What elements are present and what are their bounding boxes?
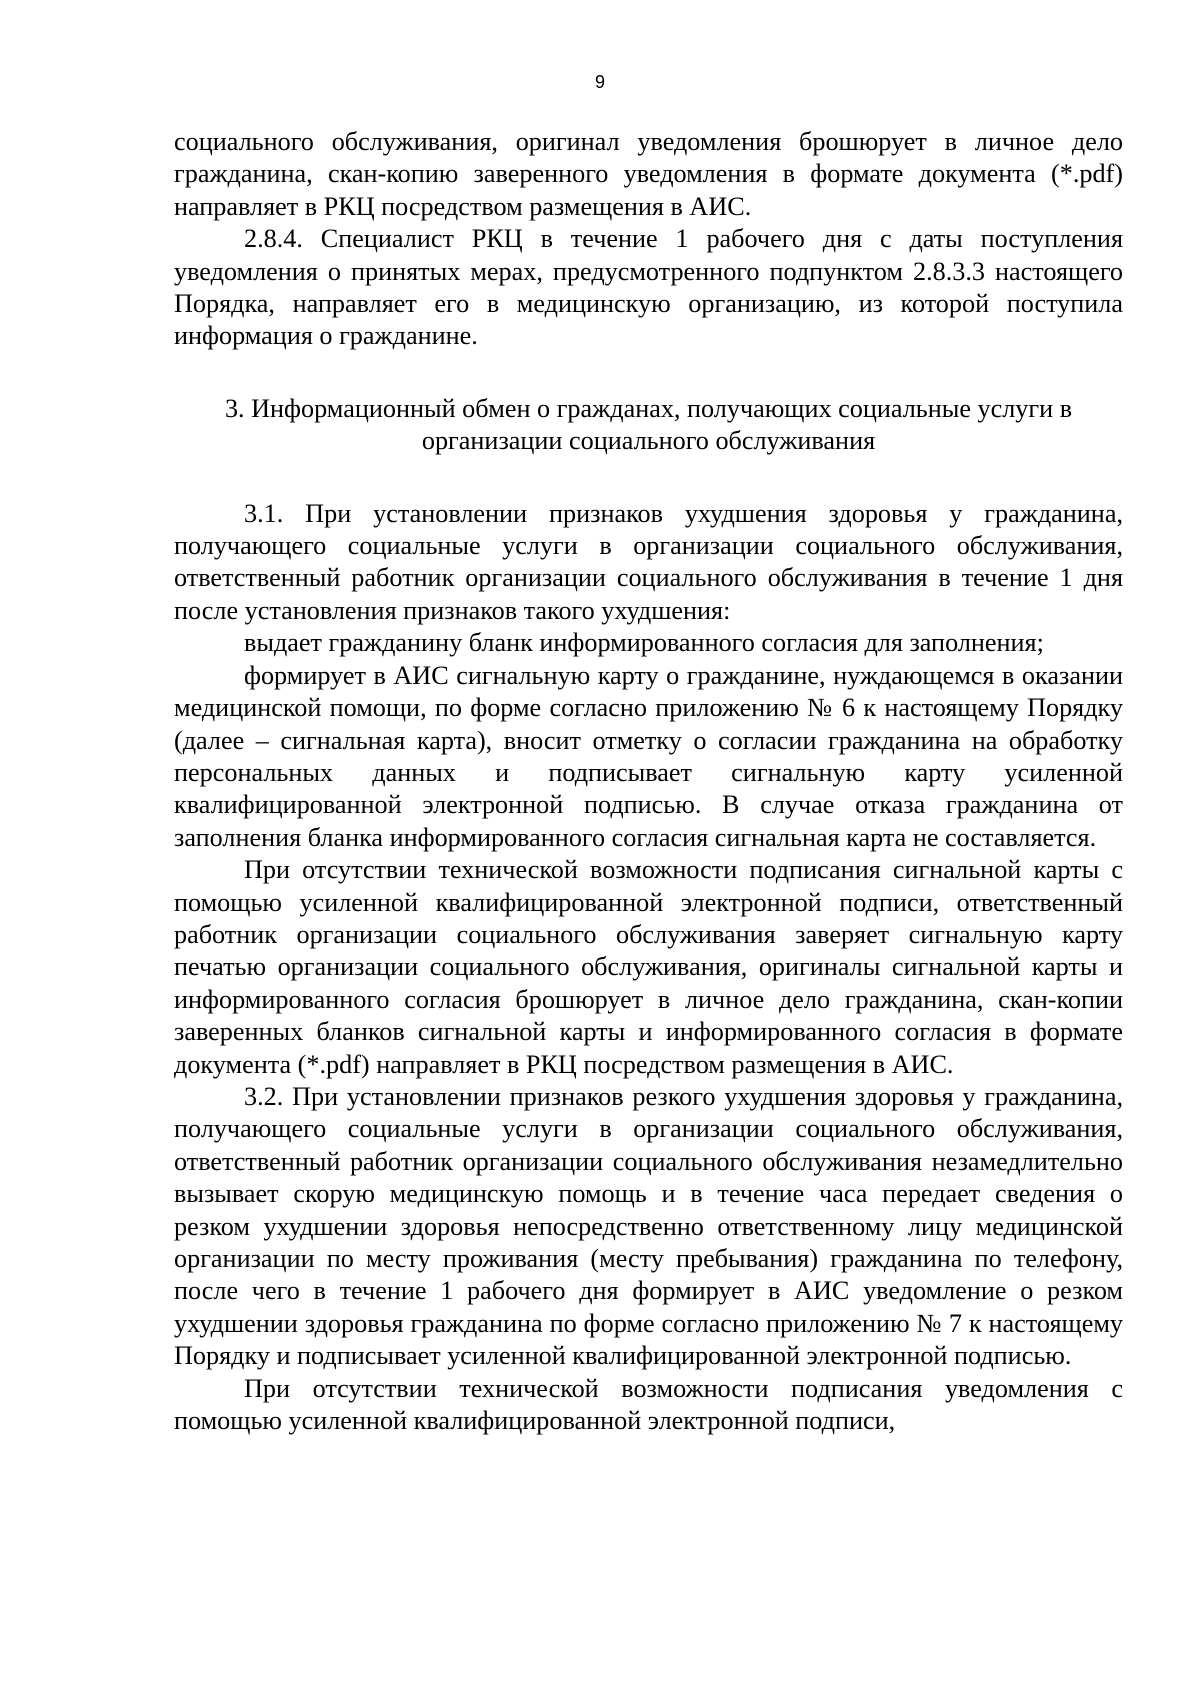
paragraph-continuation: социального обслуживания, оригинал уведомления брошюрует в личное дело гражданина, скан-копию заверенного уведомления в формате документа (*.pdf) направляет в РКЦ посредством размещения в АИС. bbox=[174, 127, 1123, 221]
paragraph-signal-card: формирует в АИС сигнальную карту о гражданине, нуждающемся в оказании медицинской помощи, по форме согласно приложению № 6 к настоящему Порядку (далее – сигнальная карта), вносит отметку о согласии гражданина на обработку персональных данных и подписывает сигнальную карту усиленной квалифицированной электронной подписью. В случае отказа гражданина от заполнения бланка информированного согласия сигнальная карта не составляется. bbox=[174, 660, 1123, 852]
paragraph-2-8-4: 2.8.4. Специалист РКЦ в течение 1 рабочего дня с даты поступления уведомления о принятых мерах, предусмотренного подпунктом 2.8.3.3 настоящего Порядка, направляет его в медицинскую организацию, из которой поступила информация о гражданине. bbox=[174, 224, 1123, 351]
paragraph-issue-consent-form: выдает гражданину бланк информированного согласия для заполнения; bbox=[244, 628, 1044, 658]
section-heading-line-2: организации социального обслуживания bbox=[421, 426, 876, 456]
document-body bbox=[174, 126, 1123, 1437]
paragraph-no-technical-possibility: При отсутствии технической возможности подписания сигнальной карты с помощью усиленной квалифицированной электронной подписи, ответственный работник организации социального обслуживания заверяет сигнальную карту печатью организации социального обслуживания, оригиналы сигнальной карты и информированного согласия брошюрует в личное дело гражданина, скан-копии заверенных бланков сигнальной карты и информированного согласия в формате документа (*.pdf) направляет в РКЦ посредством размещения в АИС. bbox=[174, 855, 1123, 1079]
paragraph-3-1: 3.1. При установлении признаков ухудшения здоровья у гражданина, получающего социальные услуги в организации социального обслуживания, ответственный работник организации социального обслуживания в течение 1 дня после установления признаков такого ухудшения: bbox=[174, 498, 1123, 625]
page-number: 9 bbox=[594, 72, 605, 92]
paragraph-3-2: 3.2. При установлении признаков резкого ухудшения здоровья у гражданина, получающего социальные услуги в организации социального обслуживания, ответственный работник организации социального обслуживания незамедлительно вызывает скорую медицинскую помощь и в течение часа передает сведения о резком ухудшении здоровья непосредственно ответственному лицу медицинской организации по месту проживания (месту пребывания) гражданина по телефону, после чего в течение 1 рабочего дня формирует в АИС уведомление о резком ухудшении здоровья гражданина по форме согласно приложению № 7 к настоящему Порядку и подписывает усиленной квалифицированной электронной подписью. bbox=[174, 1081, 1123, 1371]
paragraph-notice-signing: При отсутствии технической возможности подписания уведомления с помощью усиленной квалифицированной электронной подписи, bbox=[174, 1373, 1123, 1436]
section-heading-line-1: 3. Информационный обмен о гражданах, получающих социальные услуги в bbox=[224, 393, 1073, 423]
